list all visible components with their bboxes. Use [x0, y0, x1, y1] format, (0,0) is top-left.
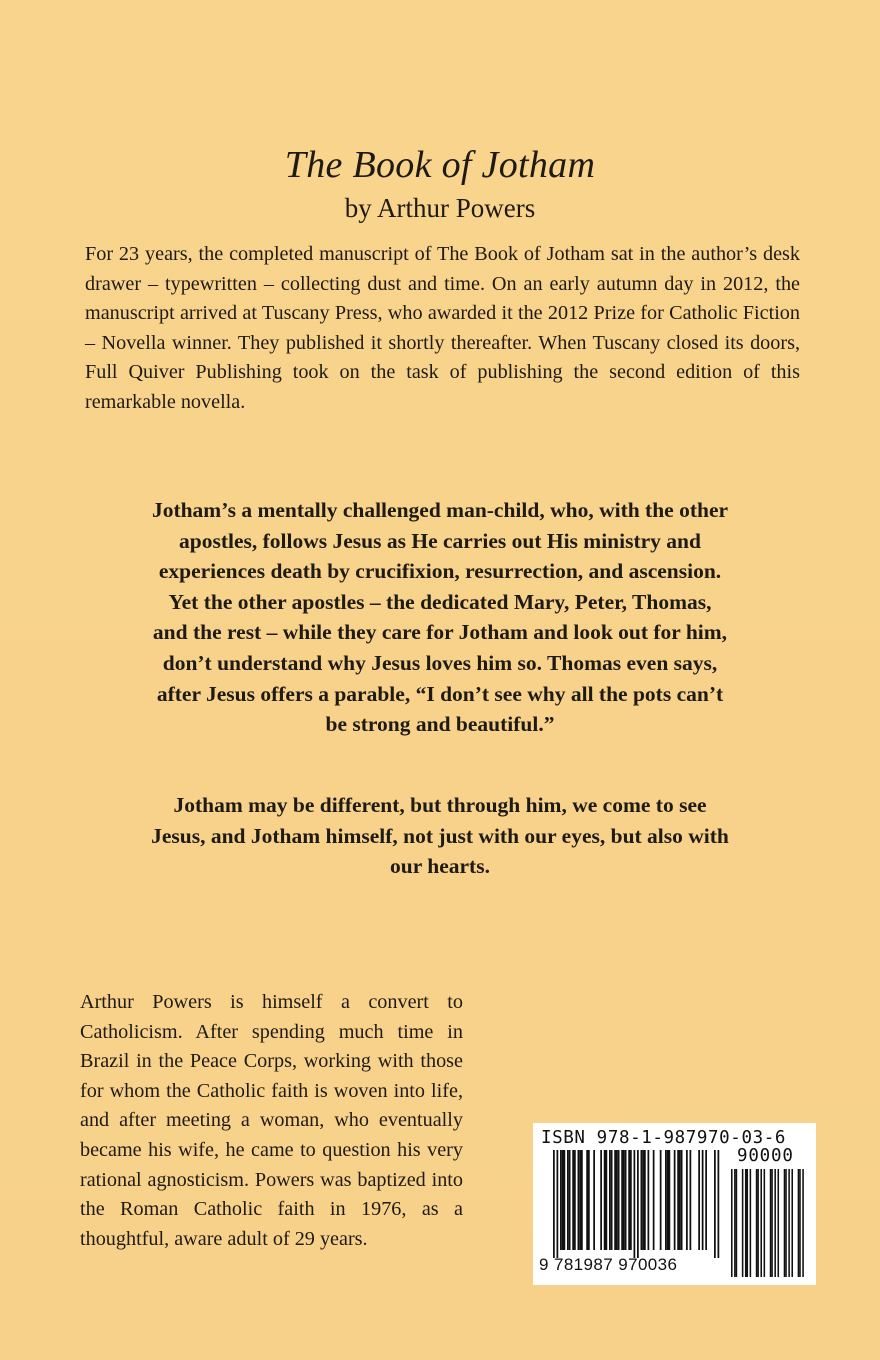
- addon-barcode-bar: [784, 1169, 786, 1277]
- author-bio-paragraph: Arthur Powers is himself a convert to Catholicism. After spending much time in Brazil in the Peace Corps, working with those for whom the Catholic faith is woven into life, and after meeting a woman, who eventually became his wife, he came to question his very rational agnosticism. Powers was baptized into the Roman Catholic faith in 1976, as a thoughtful, aware adult of 29 years.: [80, 991, 463, 1250]
- barcode-bar: [634, 1150, 636, 1258]
- barcode-bar: [669, 1150, 671, 1250]
- addon-barcode-bar: [798, 1169, 800, 1277]
- barcode-bar: [623, 1150, 625, 1250]
- addon-barcode-bar: [742, 1169, 744, 1277]
- addon-barcode-bar: [731, 1169, 733, 1277]
- author-byline: by Arthur Powers: [344, 193, 536, 223]
- barcode-bar: [557, 1150, 559, 1258]
- addon-barcode-bar: [764, 1169, 766, 1277]
- barcode-bar: [621, 1150, 623, 1250]
- barcode-bar: [625, 1150, 627, 1250]
- addon-barcode-bar: [736, 1169, 738, 1277]
- barcode-bar: [578, 1150, 580, 1250]
- barcode-bar: [593, 1150, 595, 1250]
- addon-barcode-bar: [791, 1169, 793, 1277]
- barcode-bar: [702, 1150, 704, 1250]
- addon-barcode-bar: [788, 1169, 790, 1277]
- barcode-bar: [679, 1150, 681, 1250]
- barcode-bar: [653, 1150, 655, 1250]
- synopsis-paragraph: Jotham’s a mentally challenged man-child, who, with the other apostles, follows Jesus as He carries out His ministry and experiences death by crucifixion, resurrection, and ascension. Yet the other apostles – the dedicated Mary, Peter, Thomas, and the rest – while they care for Jotham and look out for him, don’t understand why Jesus loves him so. Thomas even says, after Jesus offers a parable, “I don’t see why all the pots can’t be strong and beautiful.”: [151, 498, 729, 737]
- isbn-label: ISBN 978-1-987970-03-6: [541, 1128, 786, 1148]
- barcode-bar: [586, 1150, 588, 1250]
- barcode-bar: [560, 1150, 562, 1250]
- addon-barcode-bar: [756, 1169, 758, 1277]
- barcode-bar: [677, 1150, 679, 1250]
- synopsis-closing-paragraph: Jotham may be different, but through him, we come to see Jesus, and Jotham himself, not just with our eyes, but also with our hearts.: [151, 793, 729, 879]
- publication-history-paragraph: For 23 years, the completed manuscript of The Book of Jotham sat in the author’s desk drawer – typewritten – collecting dust and time. On an early autumn day in 2012, the manuscript arrived at Tuscany Press, who awarded it the 2012 Prize for Catholic Fiction – Novella winner. They published it shortly thereafter. When Tuscany closed its doors, Full Quiver Publishing took on the task of publishing the second edition of this remarkable novella.: [85, 243, 800, 413]
- addon-barcode-bar: [760, 1169, 762, 1277]
- addon-barcode-bar: [774, 1169, 776, 1277]
- barcode-bar: [705, 1150, 707, 1250]
- barcode-bar: [674, 1150, 676, 1250]
- addon-barcode-bar: [771, 1169, 773, 1277]
- barcode-bar: [600, 1150, 602, 1250]
- barcode-bar: [581, 1150, 583, 1250]
- barcode-bar: [562, 1150, 564, 1250]
- barcode-bar: [614, 1150, 616, 1250]
- addon-barcode-bar: [778, 1169, 780, 1277]
- addon-barcode-bar: [785, 1169, 787, 1277]
- barcode-bar: [574, 1150, 576, 1250]
- barcode-bar: [604, 1150, 606, 1250]
- addon-barcode-bar: [757, 1169, 759, 1277]
- barcode-bar: [606, 1150, 608, 1250]
- barcode-bar: [616, 1150, 618, 1250]
- addon-barcode-bar: [802, 1169, 804, 1277]
- barcode-bar: [564, 1150, 566, 1250]
- barcode-bar: [553, 1150, 555, 1258]
- addon-barcode-bar: [770, 1169, 772, 1277]
- book-title: The Book of Jotham: [284, 144, 596, 186]
- isbn-barcode: [533, 1123, 816, 1285]
- barcode-bar: [714, 1150, 716, 1258]
- barcode-bar: [569, 1150, 571, 1250]
- barcode-bar: [648, 1150, 650, 1250]
- addon-barcode-bar: [734, 1169, 736, 1277]
- barcode-bar: [660, 1150, 662, 1250]
- barcode-bar: [642, 1150, 644, 1250]
- barcode-bar: [618, 1150, 620, 1250]
- barcode-bar: [609, 1150, 611, 1250]
- addon-barcode-bar: [799, 1169, 801, 1277]
- barcode-bar: [644, 1150, 646, 1250]
- barcode-bar: [630, 1150, 632, 1250]
- barcode-bar: [690, 1150, 692, 1250]
- ean-digits: 9 781987 970036: [539, 1255, 678, 1274]
- addon-barcode-bar: [747, 1169, 749, 1277]
- barcode-bar: [567, 1150, 569, 1250]
- barcode-bar: [579, 1150, 581, 1250]
- barcode-bar: [572, 1150, 574, 1250]
- barcode-bar: [681, 1150, 683, 1250]
- addon-barcode-bar: [745, 1169, 747, 1277]
- barcode-bar: [588, 1150, 590, 1250]
- barcode-bar: [698, 1150, 700, 1250]
- barcode-bar: [665, 1150, 667, 1250]
- barcode-bar: [718, 1150, 720, 1258]
- addon-barcode-bar: [750, 1169, 752, 1277]
- price-addon-digits: 90000: [737, 1146, 794, 1166]
- barcode-bar: [686, 1150, 688, 1250]
- barcode-bar: [628, 1150, 630, 1250]
- barcode-bar: [611, 1150, 613, 1250]
- barcode-bar: [641, 1150, 643, 1250]
- barcode-bar: [637, 1150, 639, 1258]
- barcode-bar: [667, 1150, 669, 1250]
